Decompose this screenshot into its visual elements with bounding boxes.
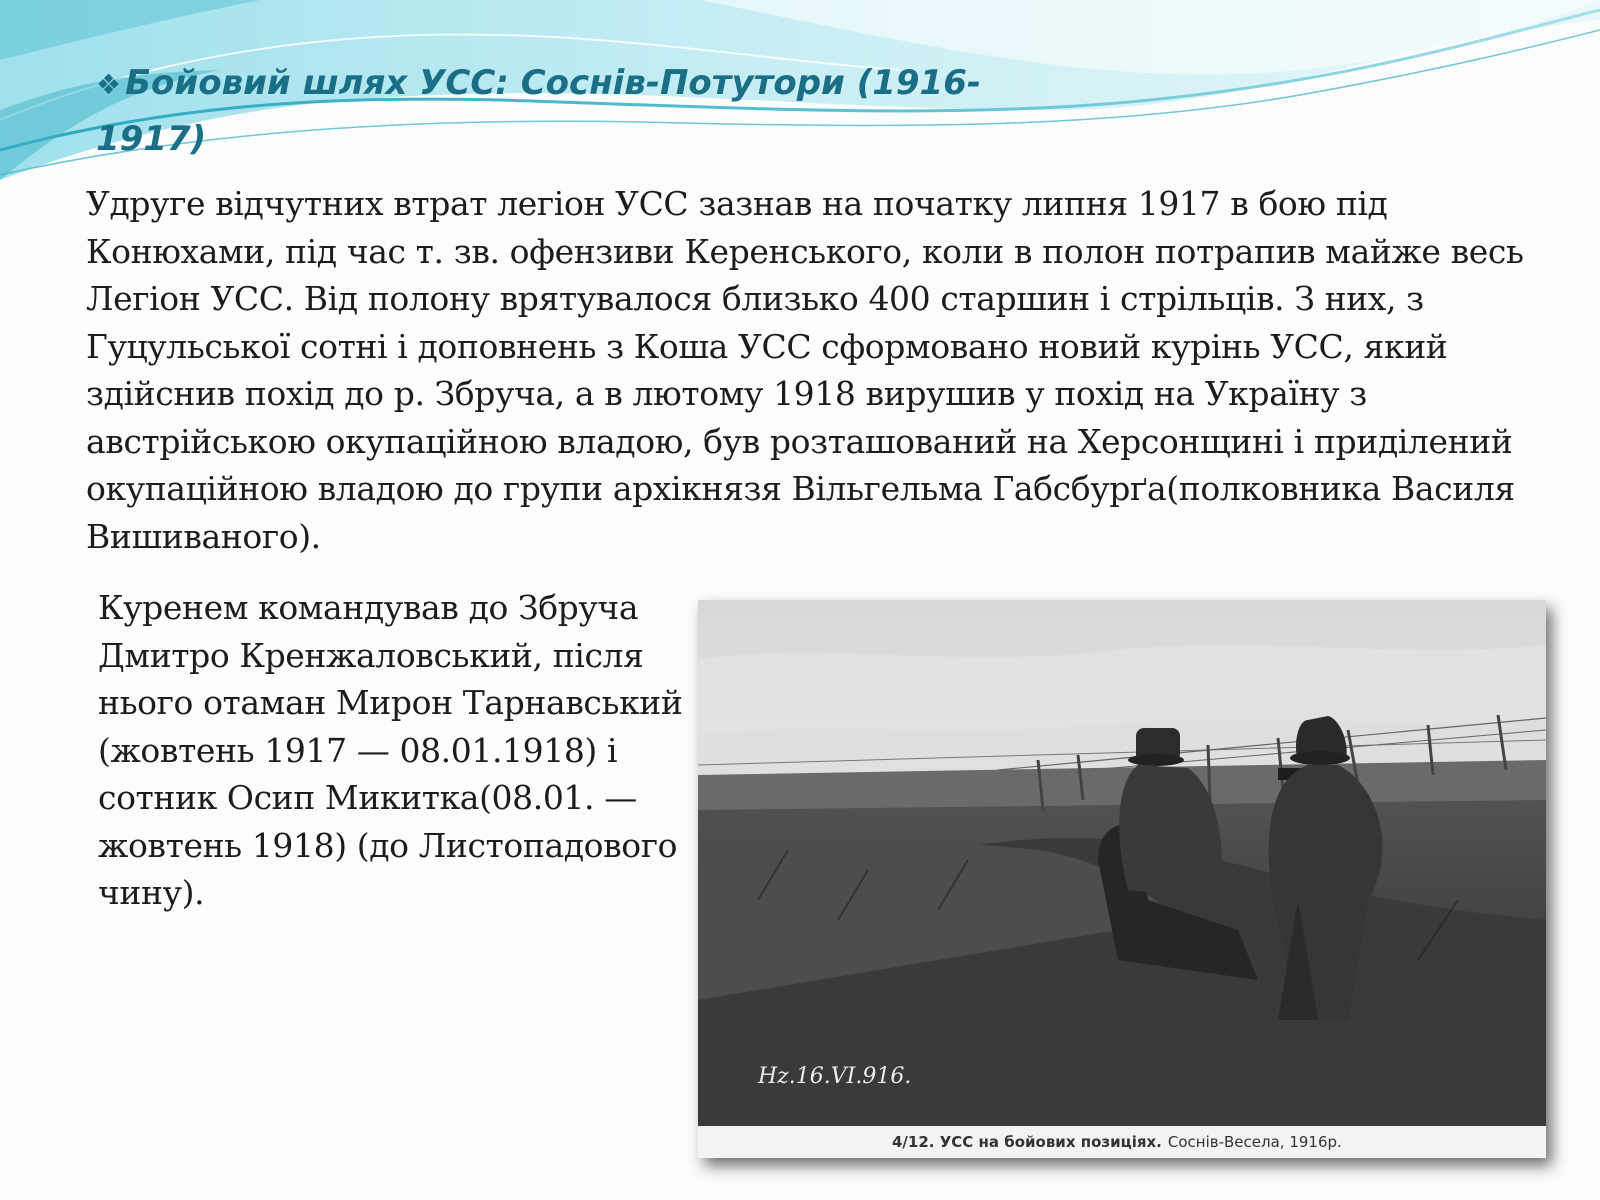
paragraph-commanders: Куренем командував до Збруча Дмитро Кренжаловський, після нього отаман Мирон Тарнавський (жовтень 1917 — 08.01.1918) і сотник Осип Микитка(08.01. — жовтень 1918) (до Листопадового чину). xyxy=(98,588,683,912)
slide-title-text: Бойовий шлях УСС: Соснів-Потутори (1916-1917) xyxy=(96,63,981,159)
paragraph-legion-losses: Удруге відчутних втрат легіон УСС зазнав на початку липня 1917 в бою під Конюхами, під час т. зв. офензиви Керенського, коли в полон потрапив майже весь Легіон УСС. Від полону врятувалося близько 400 старшин і стрільців. З них, з Гуцульської сотні і доповнень з Коша УСС сформовано новий курінь УСС, який здійснив похід до р. Збруча, а в лютому 1918 вирушив у похід на Україну з австрійською окупаційною владою, був розташований на Херсонщині і приділений окупаційною владою до групи архікнязя Вільгельма Габсбурґа(полковника Василя Вишиваного). xyxy=(86,184,1524,556)
trench-photo-illustration xyxy=(698,600,1546,1126)
handwritten-signature: Hz.16.VI.916. xyxy=(758,1064,912,1089)
diamond-bullet-icon: ❖ xyxy=(96,68,122,101)
photo-caption-title: 4/12. УСС на бойових позиціях. xyxy=(892,1133,1162,1151)
photo-caption xyxy=(698,1126,1546,1158)
photo-caption-location: Соснів-Весела, 1916р. xyxy=(1167,1133,1342,1151)
slide-title xyxy=(96,56,996,166)
photo-caption-main xyxy=(892,1126,1342,1158)
historical-photo xyxy=(698,600,1546,1158)
